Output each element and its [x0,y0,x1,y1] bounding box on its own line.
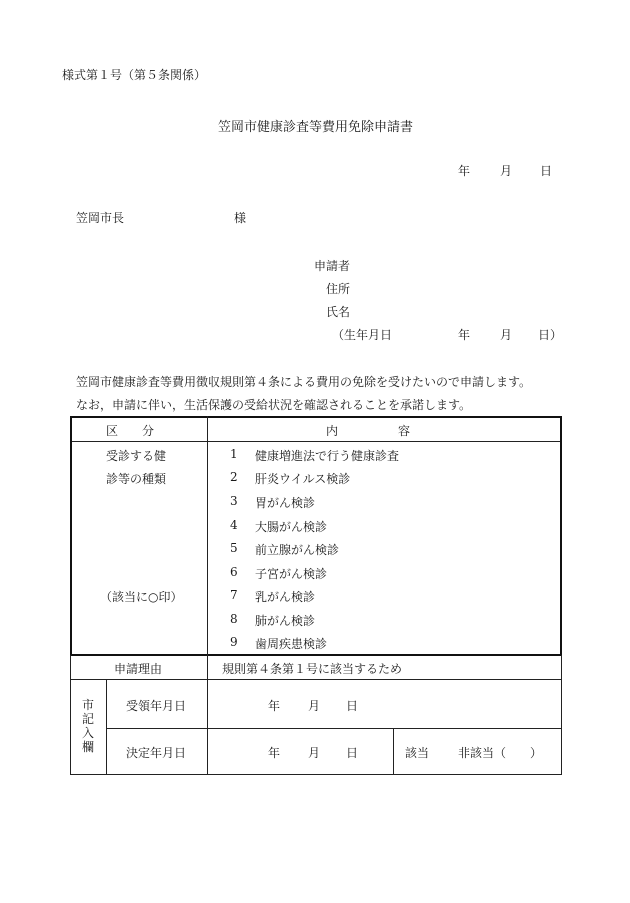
header-content: 内 容 [326,424,411,438]
applicant-birth-label: （生年月日 [332,328,393,342]
category-note: （該当に○印） [100,590,183,604]
office-use-label: 市記入欄 [81,698,94,754]
page-title: 笠岡市健康診査等費用免除申請書 [218,120,414,135]
item-number: 4 [230,518,238,532]
reason-row-bottom [70,679,562,680]
received-day: 日 [346,699,359,713]
item-number: 8 [230,612,238,626]
item-label: 肝炎ウイルス検診 [255,472,351,486]
table-border-top [70,416,562,418]
item-label: 大腸がん検診 [255,520,328,534]
birth-day: 日） [538,328,563,342]
item-label: 肺がん検診 [255,614,316,628]
decision-month: 月 [308,746,321,760]
addressee-honorific: 様 [234,211,247,225]
item-number: 1 [230,447,238,461]
date-month: 月 [500,164,513,178]
item-label: 乳がん検診 [255,590,316,604]
table-border-left-thick [70,416,72,656]
table-border-right-thick [560,416,562,656]
reason-label: 申請理由 [114,662,163,676]
item-label: 歯周疾患検診 [255,637,328,651]
item-number: 7 [230,588,238,602]
table-border-left [70,655,71,775]
birth-year: 年 [458,328,471,342]
received-date-label: 受領年月日 [126,699,187,713]
item-label: 子宮がん検診 [255,567,328,581]
header-category: 区 分 [106,424,155,438]
item-label: 健康増進法で行う健康診査 [255,449,400,463]
body-line-1: 笠岡市健康診査等費用徴収規則第４条による費用の免除を受けたいので申請します。 [76,375,532,389]
item-number: 5 [230,541,238,555]
table-column-divider [207,416,208,775]
date-year: 年 [458,164,471,178]
item-number: 9 [230,635,238,649]
applicable-label: 該当 [405,746,430,760]
date-day: 日 [540,164,553,178]
received-row-bottom [106,728,562,729]
not-applicable-label: 非該当（ ） [458,746,543,760]
table-border-right [561,655,562,775]
received-month: 月 [308,699,321,713]
applicant-label: 申請者 [314,259,351,273]
applicant-name-label: 氏名 [326,305,351,319]
office-column-divider [106,679,107,775]
body-line-2: なお，申請に伴い，生活保護の受給状況を確認されることを承諾します。 [76,398,472,412]
decision-day: 日 [346,746,359,760]
item-number: 2 [230,470,238,484]
item-label: 前立腺がん検診 [255,543,340,557]
item-label: 胃がん検診 [255,496,316,510]
category-line-1: 受診する健 [106,449,167,463]
category-line-2: 診等の種類 [106,472,167,486]
decision-status-divider [393,728,394,775]
received-year: 年 [268,699,281,713]
table-border-bottom [70,774,562,775]
reason-value: 規則第４条第１号に該当するため [222,662,403,676]
applicant-address-label: 住所 [326,282,351,296]
item-number: 3 [230,494,238,508]
decision-date-label: 決定年月日 [126,746,187,760]
form-number: 様式第１号（第５条関係） [62,68,207,82]
item-number: 6 [230,565,238,579]
table-border-main-bottom [70,654,562,656]
decision-year: 年 [268,746,281,760]
addressee-name: 笠岡市長 [76,211,125,225]
table-header-divider [71,441,561,442]
birth-month: 月 [500,328,513,342]
